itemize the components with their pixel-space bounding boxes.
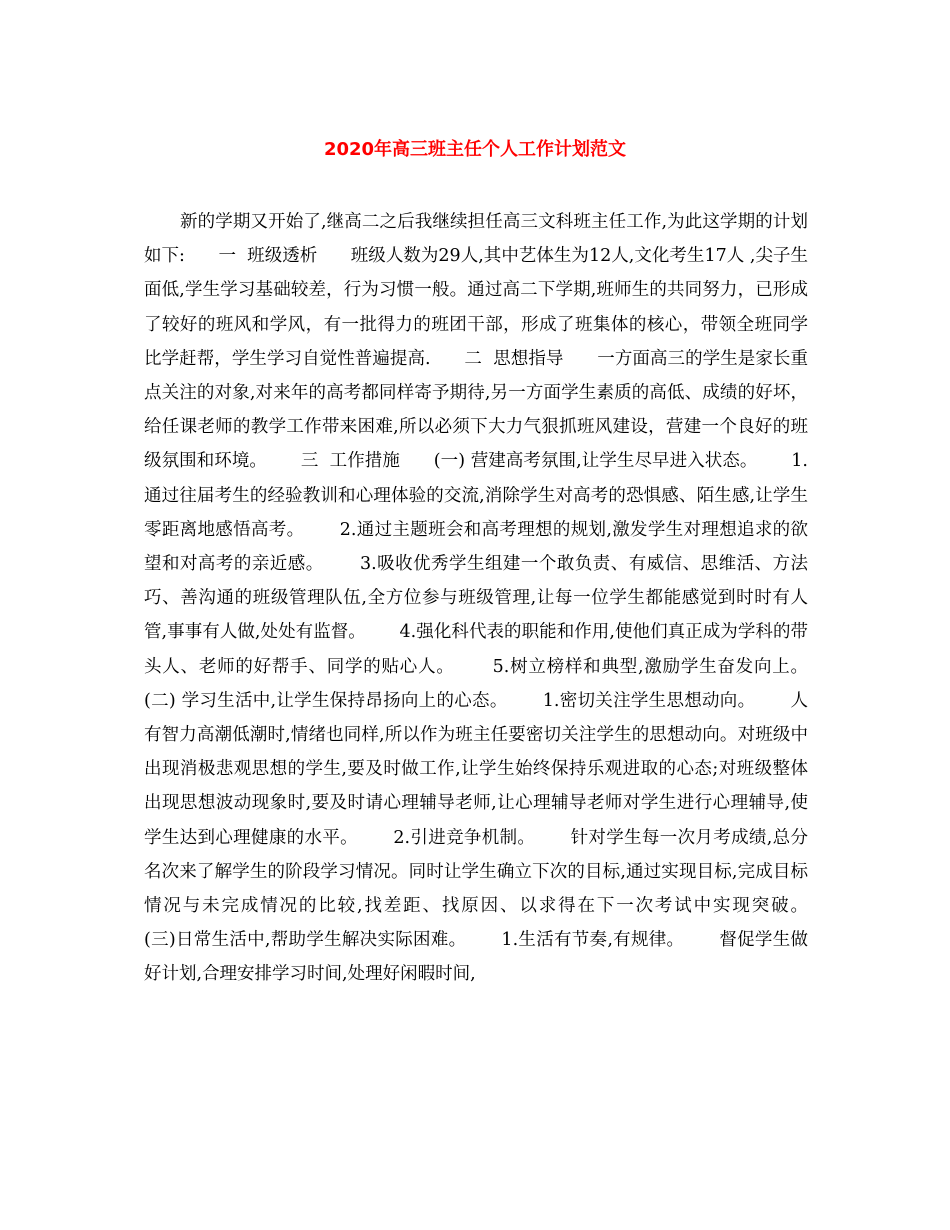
document-body-paragraph: 新的学期又开始了,继高二之后我继续担任高三文科班主任工作,为此这学期的计划如下: 一 班级透析 班级人数为29人,其中艺体生为12人,文化考生17人 ,尖子生面低,学生学习基础较差，行为习惯一般。通过高二下学期,班师生的共同努力，已形成了较好的班风和学风，有一批得力的班团干部，形成了班集体的核心，带领全班同学比学赶帮，学生学习自觉性普遍提高. 二 思想指导 一方面高三的学生是家长重点关注的对象,对来年的高考都同样寄予期待,另一方面学生素质的高低、成绩的好坏，给任课老师的教学工作带来困难,所以必须下大力气狠抓班风建设，营建一个良好的班级氛围和环境。 三 工作措施 (一) 营建高考氛围,让学生尽早进入状态。 1.通过往届考生的经验教训和心理体验的交流,消除学生对高考的恐惧感、陌生感,让学生零距离地感悟高考。 2.通过主题班会和高考理想的规划,激发学生对理想追求的欲望和对高考的亲近感。 3.吸收优秀学生组建一个敢负责、有威信、思维活、方法巧、善沟通的班级管理队伍,全方位参与班级管理,让每一位学生都能感觉到时时有人管,事事有人做,处处有监督。 4.强化科代表的职能和作用,使他们真正成为学科的带头人、老师的好帮手、同学的贴心人。 5.树立榜样和典型,激励学生奋发向上。 (二) 学习生活中,让学生保持昂扬向上的心态。 1.密切关注学生思想动向。 人有智力高潮低潮时,情绪也同样,所以作为班主任要密切关注学生的思想动向。对班级中出现消极悲观思想的学生,要及时做工作,让学生始终保持乐观进取的心态;对班级整体出现思想波动现象时,要及时请心理辅导老师,让心理辅导老师对学生进行心理辅导,使学生达到心理健康的水平。 2.引进竞争机制。 针对学生每一次月考成绩,总分名次来了解学生的阶段学习情况。同时让学生确立下次的目标,通过实现目标,完成目标情况与未完成情况的比较,找差距、找原因、以求得在下一次考试中实现突破。 (三)日常生活中,帮助学生解决实际困难。 1.生活有节奏,有规律。 督促学生做好计划,合理安排学习时间,处理好闲暇时间, (144, 212, 842, 985)
document-title: 2020年高三班主任个人工作计划范文 (323, 139, 627, 160)
